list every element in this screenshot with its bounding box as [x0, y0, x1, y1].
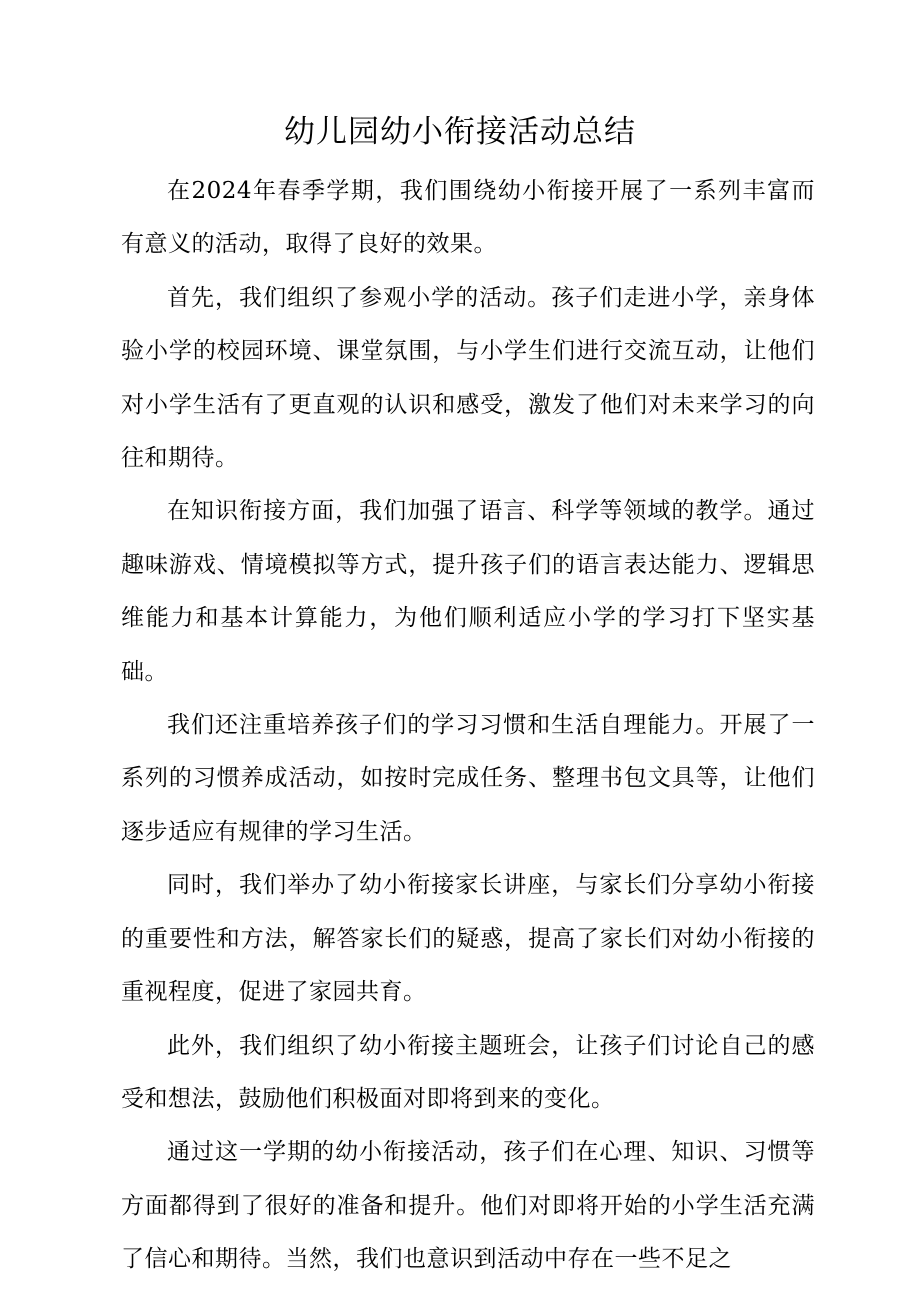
paragraph-intro: 在2024年春季学期，我们围绕幼小衔接开展了一系列丰富而有意义的活动，取得了良好的效果。 — [121, 178, 815, 258]
paragraph-class-meeting: 此外，我们组织了幼小衔接主题班会，让孩子们讨论自己的感受和想法，鼓励他们积极面对即将到来的变化。 — [121, 1032, 815, 1112]
paragraph-habits: 我们还注重培养孩子们的学习习惯和生活自理能力。开展了一系列的习惯养成活动，如按时完成任务、整理书包文具等，让他们逐步适应有规律的学习生活。 — [121, 712, 815, 845]
paragraph-school-visit: 首先，我们组织了参观小学的活动。孩子们走进小学，亲身体验小学的校园环境、课堂氛围，与小学生们进行交流互动，让他们对小学生活有了更直观的认识和感受，激发了他们对未来学习的向往和期待。 — [121, 284, 815, 472]
paragraph-summary: 通过这一学期的幼小衔接活动，孩子们在心理、知识、习惯等方面都得到了很好的准备和提升。他们对即将开始的小学生活充满了信心和期待。当然，我们也意识到活动中存在一些不足之 — [121, 1139, 815, 1273]
paragraph-knowledge: 在知识衔接方面，我们加强了语言、科学等领域的教学。通过趣味游戏、情境模拟等方式，提升孩子们的语言表达能力、逻辑思维能力和基本计算能力，为他们顺利适应小学的学习打下坚实基础。 — [121, 498, 815, 685]
document-body — [121, 165, 815, 1287]
page-title: 幼儿园幼小衔接活动总结 — [284, 114, 636, 150]
paragraph-parent-lecture: 同时，我们举办了幼小衔接家长讲座，与家长们分享幼小衔接的重要性和方法，解答家长们的疑惑，提高了家长们对幼小衔接的重视程度，促进了家园共育。 — [121, 872, 815, 1006]
